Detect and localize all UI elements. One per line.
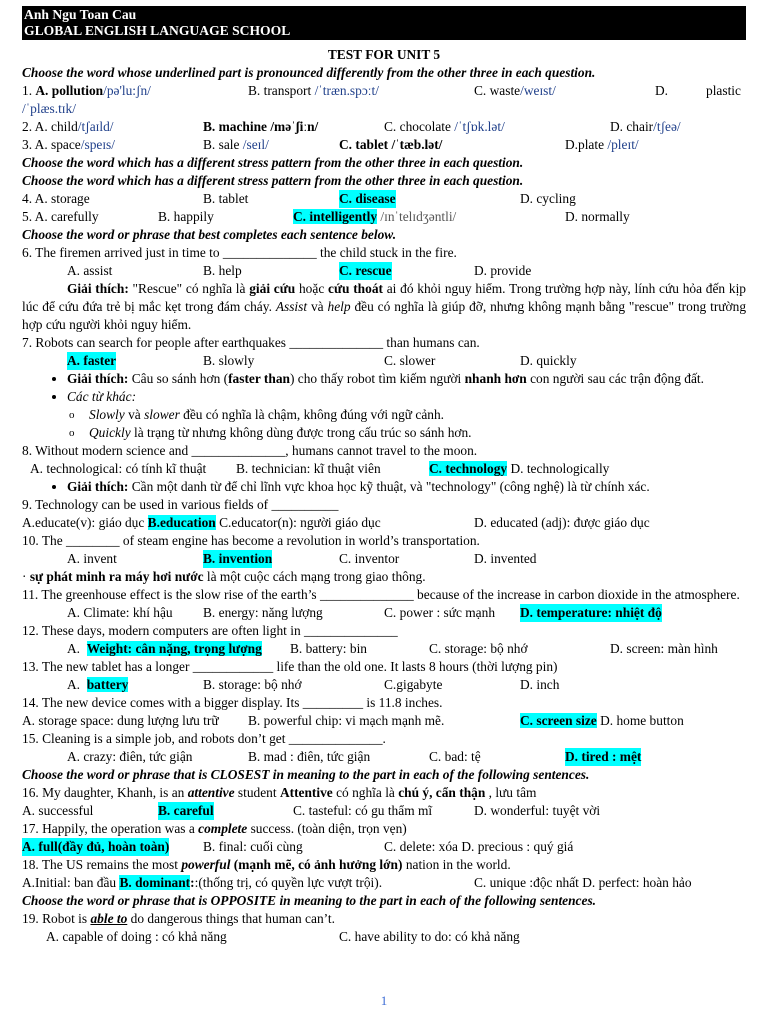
q11-option-a: A. Climate: khí hậu <box>67 605 173 620</box>
q17-option-d: D. precious : quý giá <box>461 839 574 854</box>
q2-option-b: B. machine /məˈʃiːn/ <box>203 119 319 134</box>
q3-a-ipa: /speɪs/ <box>80 137 115 152</box>
q14-options <box>22 712 746 730</box>
q7-o1-text-1: và <box>124 407 145 422</box>
q4-option-c-answer: C. disease <box>339 191 396 206</box>
q19-text-1: 19. Robot is <box>22 911 91 926</box>
page-number: 1 <box>380 993 388 1008</box>
q7-o1-italic-1: Slowly <box>89 407 125 422</box>
q1-number: 1. <box>22 83 36 98</box>
question-2 <box>22 118 746 136</box>
q7-o1-italic-2: slower <box>144 407 180 422</box>
q3-d-ipa: /pleɪt/ <box>607 137 639 152</box>
q19-options <box>22 928 746 946</box>
q5-option-b: B. happily <box>158 209 214 224</box>
q6-exp-label: Giải thích: <box>67 281 129 296</box>
q17-key-word: complete <box>198 821 248 836</box>
q7-other-list <box>67 406 746 442</box>
q7-other-words <box>67 388 746 442</box>
q18-key-word: powerful <box>181 857 231 872</box>
q8-exp-text: Cần một danh từ để chỉ lĩnh vực khoa học kỹ thuật, và "technology" (công nghệ) là từ chính xác. <box>128 479 650 494</box>
q10-stem: 10. The ________ of steam engine has become a revolution in world’s transportation. <box>22 533 480 548</box>
q6-stem: 6. The firemen arrived just in time to ______________ the child stuck in the fire. <box>22 245 457 260</box>
q8-stem: 8. Without modern science and ______________, humans cannot travel to the moon. <box>22 443 478 458</box>
q6-exp-text-3: ai đó khỏi nguy hiểm. Trong trường hợp này, lính cứu hỏa đến kịp lúc để cứu đứa trẻ bị mắc kẹt trong đám cháy. <box>22 281 746 314</box>
q18-text-1: 18. The US remains the most <box>22 857 182 872</box>
q12-option-a: A. <box>67 641 81 656</box>
q7-o2-text: là trạng từ nhưng không dùng được trong cấu trúc so sánh hơn. <box>130 425 472 440</box>
q9-options <box>22 514 746 532</box>
q17-options <box>22 838 746 856</box>
q18-b-meaning-text: :(thống trị, có quyền lực vượt trội). <box>194 875 383 890</box>
q13-stem: 13. The new tablet has a longer ____________ life than the old one. It lasts 8 hours (thời lượng pin) <box>22 659 558 674</box>
q10-option-a: A. invent <box>67 551 117 566</box>
q9-option-c: C.educator(n): người giáo dục <box>219 515 381 530</box>
q7-exp-bold-1: faster than <box>228 371 290 386</box>
q8-options <box>22 460 746 478</box>
q8-exp-label: Giải thích: <box>67 479 129 494</box>
header-line-2: GLOBAL ENGLISH LANGUAGE SCHOOL <box>24 23 291 38</box>
q10-note-text: là một cuộc cách mạng trong giao thông. <box>203 569 426 584</box>
q5-option-a: 5. A. carefully <box>22 209 99 224</box>
question-1 <box>22 82 746 100</box>
q15-option-b: B. mad : điên, tức giận <box>248 749 371 764</box>
q10-option-d: D. invented <box>474 551 537 566</box>
question-3 <box>22 136 746 154</box>
q19-option-c: C. have ability to do: có khả năng <box>339 929 520 944</box>
q5-option-d: D. normally <box>565 209 630 224</box>
q14-option-d: D. home button <box>600 713 684 728</box>
q6-exp-bold-2: cứu thoát <box>328 281 383 296</box>
q19-stem <box>22 910 746 928</box>
q15-option-c: C. bad: tệ <box>429 749 481 764</box>
q3-b-ipa: /seɪl/ <box>242 137 269 152</box>
instruction-pronunciation: Choose the word whose underlined part is pronounced differently from the other three in each question. <box>22 65 596 80</box>
q12-option-a-answer: Weight: cân nặng, trọng lượng <box>86 641 262 656</box>
q11-option-b: B. energy: năng lượng <box>203 605 323 620</box>
q16-option-c: C. tasteful: có gu thẩm mĩ <box>293 803 433 818</box>
q17-text-2: success. (toàn diện, trọn vẹn) <box>247 821 407 836</box>
q6-exp-bold-1: giải cứu <box>249 281 296 296</box>
q8-explanation-list <box>22 478 746 496</box>
q7-other-label: Các từ khác: <box>67 389 137 404</box>
q2-option-c: C. chocolate <box>384 119 455 134</box>
q12-options <box>22 640 746 658</box>
q18-option-c: C. unique :độc nhất <box>474 875 579 890</box>
q15-stem: 15. Cleaning is a simple job, and robots don’t get ______________. <box>22 731 386 746</box>
q7-o1-text-2: đều có nghĩa là chậm, không đúng với ngữ cảnh. <box>179 407 445 422</box>
q18-bold-meaning: (mạnh mẽ, có ảnh hưởng lớn) <box>230 857 403 872</box>
q6-exp-text-1: "Rescue" có nghĩa là <box>128 281 250 296</box>
q3-option-a: 3. A. space <box>22 137 81 152</box>
q7-stem: 7. Robots can search for people after earthquakes ______________ than humans can. <box>22 335 480 350</box>
q1-option-b: B. transport <box>248 83 312 98</box>
q12-option-c: C. storage: bộ nhớ <box>429 641 528 656</box>
q19-text-2: do dangerous things that human can’t. <box>127 911 335 926</box>
q19-key-phrase: able to <box>90 911 128 926</box>
q5-c-ipa: /ɪnˈtelɪdʒəntli/ <box>377 209 457 224</box>
q9-option-a: A.educate(v): giáo dục <box>22 515 148 530</box>
q16-option-b-answer: B. careful <box>158 803 214 818</box>
q18-option-a: A.Initial: ban đầu <box>22 875 120 890</box>
q15-options <box>22 748 746 766</box>
q17-stem <box>22 820 746 838</box>
q9-option-b-answer: B.education <box>147 515 216 530</box>
q16-option-d: D. wonderful: tuyệt vời <box>474 803 601 818</box>
question-5 <box>22 208 746 226</box>
header-line-1: Anh Ngu Toan Cau <box>24 7 137 22</box>
q11-option-d-answer: D. temperature: nhiệt độ <box>520 605 662 620</box>
q6-options <box>22 262 746 280</box>
question-4 <box>22 190 746 208</box>
q1-option-c: C. waste <box>474 83 521 98</box>
q4-option-a: 4. A. storage <box>22 191 90 206</box>
q18-option-b-meaning: : :(thống trị, có quyền lực vượt trội). <box>190 875 383 890</box>
q7-option-a-answer: A. faster <box>67 353 117 368</box>
q3-option-c: C. tablet /ˈtæb.lət/ <box>339 137 443 152</box>
q11-stem: 11. The greenhouse effect is the slow rise of the earth’s ______________ because of the increase in carbon dioxide in the atmosphere. <box>22 587 740 602</box>
q11-option-c: C. power : sức mạnh <box>384 605 496 620</box>
q17-option-c: C. delete: xóa <box>384 839 458 854</box>
document-page <box>22 6 746 946</box>
q6-exp-italic-2: help <box>327 299 351 314</box>
q6-option-c-answer: C. rescue <box>339 263 392 278</box>
q7-exp-text-1: Câu so sánh hơn ( <box>128 371 229 386</box>
q13-option-d: D. inch <box>520 677 560 692</box>
instruction-stress-2: Choose the word which has a different stress pattern from the other three in each question. <box>22 173 524 188</box>
q13-option-a: A. <box>67 677 81 692</box>
q2-a-ipa: /tʃaɪld/ <box>77 119 114 134</box>
q1-option-d-word: plastic <box>706 83 741 98</box>
q12-stem: 12. These days, modern computers are often light in ______________ <box>22 623 398 638</box>
instruction-completion: Choose the word or phrase that best completes each sentence below. <box>22 227 397 242</box>
q13-option-b: B. storage: bộ nhớ <box>203 677 302 692</box>
q13-options <box>22 676 746 694</box>
q13-option-c: C.gigabyte <box>384 677 443 692</box>
q16-option-a: A. successful <box>22 803 94 818</box>
q3-option-d: D.plate <box>565 137 608 152</box>
q5-option-c-answer: C. intelligently <box>293 209 378 224</box>
q17-text-1: 17. Happily, the operation was a <box>22 821 199 836</box>
q1-c-ipa: /weɪst/ <box>520 83 556 98</box>
instruction-stress-1: Choose the word which has a different stress pattern from the other three in each question. <box>22 155 524 170</box>
q12-option-b: B. battery: bin <box>290 641 367 656</box>
school-header <box>22 6 746 40</box>
q9-stem: 9. Technology can be used in various fields of __________ <box>22 497 339 512</box>
q10-option-c: C. inventor <box>339 551 400 566</box>
q4-option-d: D. cycling <box>520 191 576 206</box>
q7-other-item-1 <box>89 406 746 424</box>
q15-option-a: A. crazy: điên, tức giận <box>67 749 193 764</box>
q8-option-c-answer: C. technology <box>429 461 508 476</box>
q2-option-d: D. chair <box>610 119 654 134</box>
q3-option-b: B. sale <box>203 137 243 152</box>
q7-exp-text-3: con người sau các trận động đất. <box>526 371 704 386</box>
q16-text-4: , lưu tâm <box>485 785 537 800</box>
q16-options <box>22 802 746 820</box>
q18-option-b-answer: B. dominant <box>119 875 191 890</box>
q9-option-d: D. educated (adj): được giáo dục <box>474 515 650 530</box>
q18-text-2: nation in the world. <box>402 857 511 872</box>
q16-bold-meaning: chú ý, cẩn thận <box>398 785 486 800</box>
q7-exp-text-2: ) cho thấy robot tìm kiếm người <box>289 371 465 386</box>
q6-option-d: D. provide <box>474 263 532 278</box>
q7-explanation-list <box>22 370 746 442</box>
q10-option-b-answer: B. invention <box>203 551 273 566</box>
q16-bold-word: Attentive <box>279 785 333 800</box>
q7-exp-label: Giải thích: <box>67 371 129 386</box>
q10-options <box>22 550 746 568</box>
q14-option-c-answer: C. screen size <box>520 713 597 728</box>
q17-option-a-answer: A. full(đầy đủ, hoàn toàn) <box>22 839 170 854</box>
q12-option-d: D. screen: màn hình <box>610 641 718 656</box>
q7-explanation <box>67 370 746 388</box>
q17-option-b: B. final: cuối cùng <box>203 839 303 854</box>
instruction-opposite: Choose the word or phrase that is OPPOSITE in meaning to the part in each of the following sentences. <box>22 893 597 908</box>
q1-option-d: D. <box>655 83 669 98</box>
instruction-closest: Choose the word or phrase that is CLOSEST in meaning to the part in each of the following sentences. <box>22 767 590 782</box>
q11-options <box>22 604 746 622</box>
q6-exp-text-5: đều có nghĩa là giúp đỡ, nhưng không mạnh bằng "rescue" trong trường hợp cứu người khỏi nguy hiểm. <box>22 299 747 332</box>
q6-option-b: B. help <box>203 263 242 278</box>
q8-explanation <box>67 478 746 496</box>
q8-option-b: B. technician: kĩ thuật viên <box>236 461 381 476</box>
q7-o2-italic: Quickly <box>89 425 131 440</box>
q14-stem: 14. The new device comes with a bigger display. Its _________ is 11.8 inches. <box>22 695 443 710</box>
q2-option-a: 2. A. child <box>22 119 78 134</box>
q14-option-b: B. powerful chip: vi mạch mạnh mẽ. <box>248 713 445 728</box>
q7-option-c: C. slower <box>384 353 436 368</box>
q8-option-d: D. technologically <box>510 461 610 476</box>
q8-option-a: A. technological: có tính kĩ thuật <box>30 461 207 476</box>
q1-b-ipa: /ˈtræn.spɔːt/ <box>311 83 379 98</box>
q1-d-ipa: /ˈplæs.tɪk/ <box>22 101 76 116</box>
q16-text-2: student <box>234 785 280 800</box>
q18-stem <box>22 856 746 874</box>
q16-key-word: attentive <box>187 785 235 800</box>
q18-option-d: D. perfect: hoàn hảo <box>582 875 692 890</box>
q6-exp-text-2: hoặc <box>295 281 329 296</box>
q7-option-b: B. slowly <box>203 353 255 368</box>
q7-other-item-2 <box>89 424 746 442</box>
q16-stem <box>22 784 746 802</box>
q6-explanation <box>22 280 746 334</box>
q16-text-1: 16. My daughter, Khanh, is an <box>22 785 188 800</box>
q2-d-ipa: /tʃeə/ <box>653 119 681 134</box>
q4-option-b: B. tablet <box>203 191 249 206</box>
q13-option-a-answer: battery <box>86 677 129 692</box>
q7-option-d: D. quickly <box>520 353 577 368</box>
q18-options <box>22 874 746 892</box>
q19-option-a: A. capable of doing : có khả năng <box>46 929 227 944</box>
q7-exp-bold-2: nhanh hơn <box>464 371 527 386</box>
q2-c-ipa: /ˈtʃɒk.lət/ <box>454 119 505 134</box>
q6-option-a: A. assist <box>67 263 113 278</box>
q6-exp-italic-1: Assist <box>275 299 308 314</box>
q6-exp-text-4: và <box>307 299 328 314</box>
q1-a-ipa: /pə'lu:ʃn/ <box>103 83 151 98</box>
q16-text-3: có nghĩa là <box>332 785 399 800</box>
q10-note-bold: sự phát minh ra máy hơi nước <box>29 569 204 584</box>
q7-options <box>22 352 746 370</box>
q1-option-a: A. pollution <box>35 83 104 98</box>
test-title: TEST FOR UNIT 5 <box>327 47 441 62</box>
q10-note: · sự phát minh ra máy hơi nước là một cuộc cách mạng trong giao thông. <box>22 569 426 584</box>
q14-option-a: A. storage space: dung lượng lưu trữ <box>22 713 219 728</box>
q15-option-d-answer: D. tired : mệt <box>565 749 642 764</box>
